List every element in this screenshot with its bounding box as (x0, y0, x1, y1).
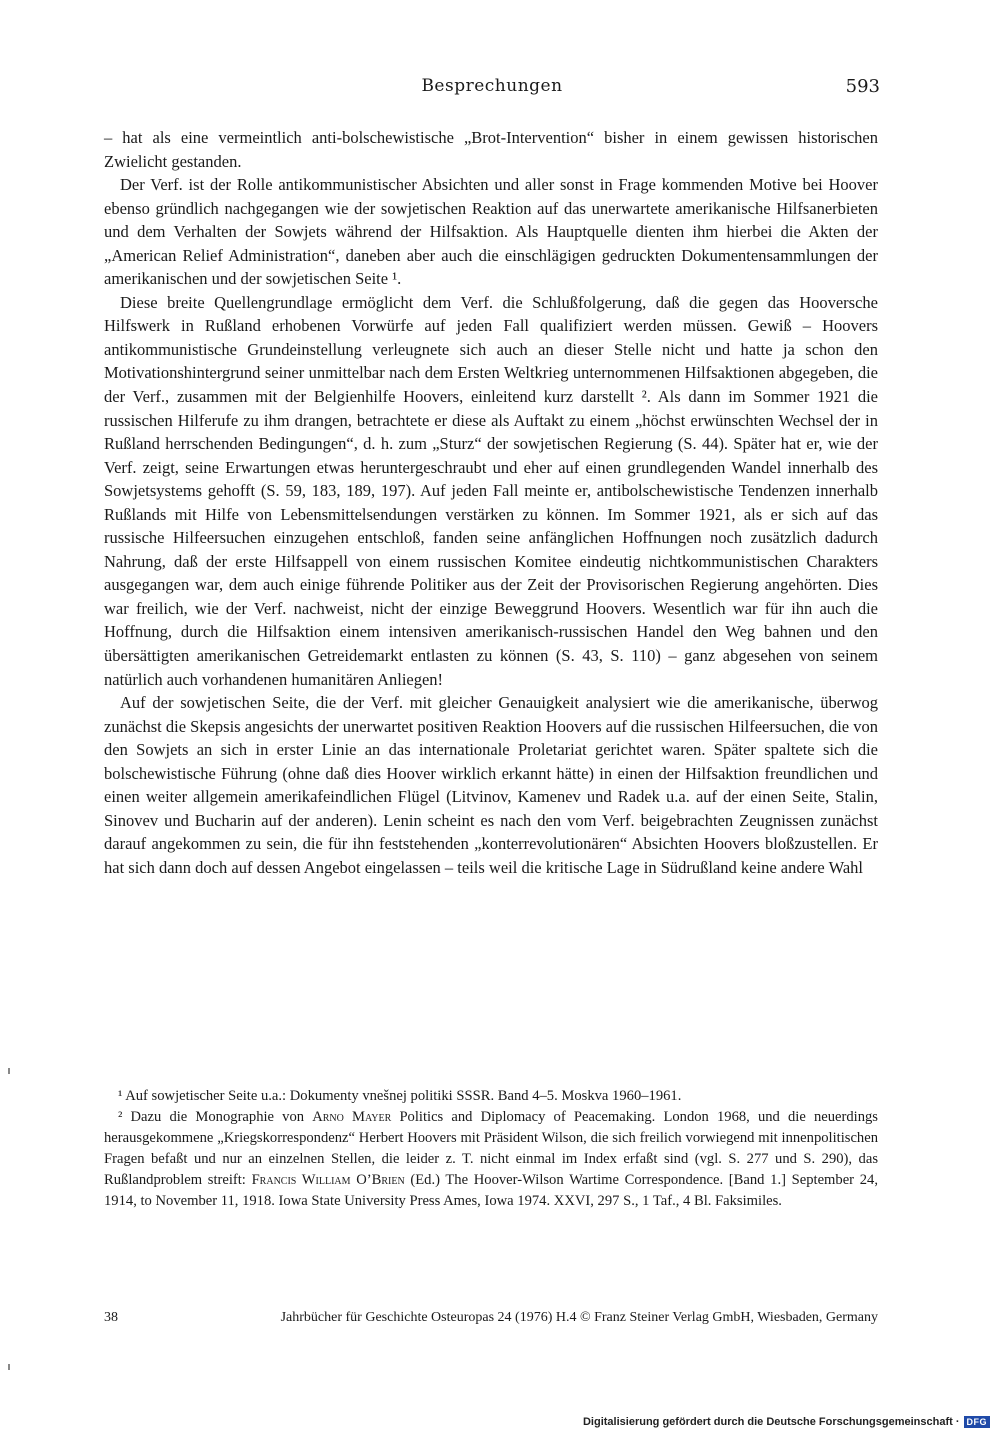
digitization-text: Digitalisierung gefördert durch die Deutsche Forschungsgemeinschaft · (582, 1416, 960, 1428)
running-title: Besprechungen (421, 76, 563, 96)
paragraph: Diese breite Quellengrundlage ermöglicht dem Verf. die Schlußfolgerung, daß die gegen das Hooversche Hilfswerk in Rußland erhobenen Vorwürfe auf jeden Fall qualifiziert werden müssen. Gewiß – Hoovers antikommunistische Grundeinstellung verleugnete sich auch an dieser Stelle nicht und hatte ja schon den Motivationshintergrund seiner unmittelbar nach dem Ersten Weltkrieg unternommenen Hilfsaktionen abgegeben, die der Verf., zusammen mit der Belgienhilfe Hoovers, einleitend kurz darstellt ². Als dann im Sommer 1921 die russischen Hilferufe zu ihm drangen, betrachtete er diese als Auftakt zu einem „höchst erwünschten Wechsel der in Rußland herrschenden Bedingungen“, d. h. zum „Sturz“ der sowjetischen Regierung (S. 44). Später hat er, wie der Verf. zeigt, seine Erwartungen etwas heruntergeschraubt und eher auf einen grundlegenden Wandel innerhalb des Sowjetsystems gehofft (S. 59, 183, 189, 197). Auf jeden Fall meinte er, antibolschewistische Tendenzen innerhalb Rußlands mit Hilfe von Lebensmittelsendungen verstärken zu können. Im Sommer 1921, als er sich auf das russische Hilfeersuchen einzugehen entschloß, fanden seine anfänglichen Hoffnungen noch zusätzlich dadurch Nahrung, daß der erste Hilfsappell von einem russischen Komitee eindeutig nichtkommunistischen Charakters ausgegangen war, dem auch einige führende Politiker aus der Zeit der Provisorischen Regierung angehörten. Dies war freilich, wie der Verf. nachweist, nicht der einzige Beweggrund Hoovers. Wesentlich war für ihn auch die Hoffnung, durch die Hilfsaktion einem intensiven amerikanisch-russischen Handel den Weg bahnen und den übersättigten amerikanischen Getreidemarkt entlasten zu können (S. 43, S. 110) – ganz abgesehen von seinem natürlich auch vorhandenen humanitären Anliegen! (104, 292, 878, 689)
paragraph: Auf der sowjetischen Seite, die der Verf. mit gleicher Genauigkeit analysiert wie die amerikanische, überwog zunächst die Skepsis angesichts der unerwartet positiven Reaktion Hoovers auf die russischen Hilfeersuchen, die von den Sowjets an sich in erster Linie an das internationale Proletariat gerichtet waren. Später spaltete sich die bolschewistische Führung (ohne daß dies Hoover wirklich erkannt hätte) in einen der Hilfsaktion freundlichen und einen weiter allgemein amerikafeindlichen Flügel (Litvinov, Kamenev und Radek u.a. auf der einen Seite, Stalin, Sinovev und Bucharin auf der anderen). Lenin scheint es nach den vom Verf. beigebrachten Zeugnissen zunächst darauf angekommen zu sein, die für ihn feststehenden „konterrevolutionären“ Absichten Hoovers bloßzustellen. Er hat sich dann doch auf dessen Angebot eingelassen – teils weil die kritische Lage in Südrußland keine andere Wahl (104, 693, 878, 877)
main-text (104, 126, 878, 880)
footnote-text: Politics and Diplomacy of Peacemaking. London 1968, und die neuerdings herausgekommene „Kriegskorrespondenz“ Herbert Hoovers mit Präsident Wilson, die sich freilich vorwiegend mit innenpolitischen Fragen befaßt und nur an einzelnen Stellen, die leider z. T. nicht einmal im Index erfaßt sind (vgl. S. 277 und S. 290), das Rußlandproblem streift: (104, 1109, 878, 1189)
footnote-text: (Ed.) The Hoover-Wilson Wartime Correspondence. [Band 1.] September 24, 1914, to November 11, 1918. Iowa State University Press Ames, Iowa 1974. XXVI, 297 S., 1 Taf., 4 Bl. Faksimiles. (104, 1172, 878, 1210)
digitization-note (583, 1416, 990, 1428)
footnote-2 (104, 1107, 878, 1212)
source-line: Jahrbücher für Geschichte Osteuropas 24 (1976) H.4 © Franz Steiner Verlag GmbH, Wiesbaden, Germany (280, 1310, 878, 1325)
dfg-logo: DFG (964, 1416, 991, 1428)
running-header (104, 76, 880, 106)
author-name: Francis William O’Brien (251, 1172, 405, 1189)
paragraph: – hat als eine vermeintlich anti-bolschewistische „Brot-Intervention“ bisher in einem gewissen historischen Zwielicht gestanden. (104, 128, 878, 171)
scan-mark (8, 1364, 10, 1370)
footnote-1: ¹ Auf sowjetischer Seite u.a.: Dokumenty vnešnej politiki SSSR. Band 4–5. Moskva 1960–1961. (118, 1088, 682, 1104)
scan-mark (8, 1068, 10, 1074)
page-number: 593 (845, 76, 880, 97)
footnote-text: ² Dazu die Monographie von (118, 1109, 305, 1126)
paragraph: Der Verf. ist der Rolle antikommunistischer Absichten und aller sonst in Frage kommenden Motive bei Hoover ebenso gründlich nachgegangen wie der sowjetischen Reaktion auf das unerwartete amerikanische Hilfsanerbieten und dem Verhalten der Sowjets während der Hilfsaktion. Als Hauptquelle dienten ihm hierbei die Akten der „American Relief Administration“, daneben aber auch die einschlägigen gedruckten Dokumentensammlungen der amerikanischen und der sowjetischen Seite ¹. (104, 175, 878, 289)
footnotes (104, 1086, 878, 1213)
author-name: Arno Mayer (312, 1109, 392, 1126)
page-footer (104, 1310, 878, 1326)
signature-number: 38 (104, 1310, 118, 1325)
